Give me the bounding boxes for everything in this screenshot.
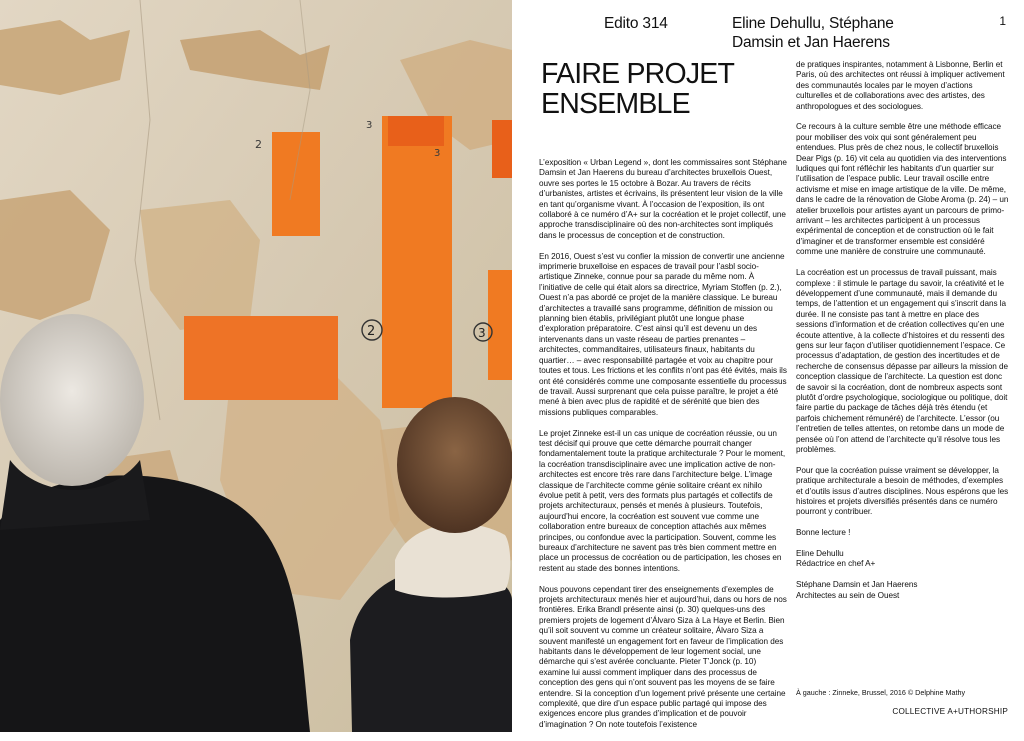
person-brown-hair [397,397,512,533]
photo-caption: À gauche : Zinneke, Brussel, 2016 © Delphine Mathy [796,688,966,697]
person-grey-hair [0,314,144,486]
paragraph: L’exposition « Urban Legend », dont les commissaires sont Stéphane Damsin et Jan Haerens du bureau d’architectes bruxellois Ouest, ouvre ses portes le 15 octobre à Bozar. Au travers de récits d’urbanistes, artistes et écrivains, ils présentent leur vision de la ville en tant qu’organisme vivant. À l’occasion de l’exposition, ils ont collaboré à ce numéro d’A+ sur la cocréation et le projet collectif, une approche transdisciplinaire où des non-architectes sont impliqués dans le processus de conception et de construction. [539,158,787,240]
pencil-mark: 3 [434,148,441,159]
wall-photo [0,0,512,732]
article-column-1 [539,158,787,741]
pencil-mark: 3 [366,120,373,131]
paragraph: La cocréation est un processus de travail puissant, mais complexe : il stimule le partage du savoir, la créativité et le développement d’une communauté, mais il demande du temps, de l’attention et un engagement qui s’inscrit dans la durée. Il ne consiste pas tant à mettre en place des sessions d’information et de création collectives qu’en une écoute attentive, à la collecte d’histoires et du ressenti des gens sur leur façon d’utiliser quotidiennement l’espace. Ce processus d’adaptation, de gestion des incertitudes et de recherche de consensus dépasse par ailleurs la mission de conception classique de l’architecte. La question est donc de savoir si la cocréation, dont de nombreux aspects sont plutôt d’ordre psychologique, sociologique ou politique, doit faire partie du package de tâches déjà très étendu (et parfois chichement rémunéré) de l’architecte. L’essor (ou l’entretien de telles attentes, on retombe dans un mode de pensée où l’on attend de l’architecte qu’il résolve tous les problèmes. [796,268,1008,454]
article-column-2 [796,60,1011,611]
article-page [512,0,1024,732]
paint-swatch [382,116,452,408]
signature-2 [796,580,1011,601]
paragraph: Nous pouvons cependant tirer des enseignements d’exemples de projets architecturaux menés hier et aujourd’hui, dans ou hors de nos frontières. Erika Brandl présente ainsi (p. 30) quelques-uns des premiers projets de logement d’Álvaro Siza à La Haye et Berlin. Bien qu’il soit souvent vu comme un créateur solitaire, Álvaro Siza a souvent manifesté un engagement fort en faveur de l’implication des habitants dans le développement de leur logement social, une démarche qui s’est avérée concluante. Pieter T’Jonck (p. 10) examine lui aussi comment impliquer dans des processus de conception des gens qui n’ont souvent pas les moyens de se faire entendre. Si la conception d’un logement privé présente une certaine complexité, que dire d’un espace public partagé qui impose des exigences encore plus grandes d’implication et de pouvoir d’imagination ? On note toutefois l’existence [539,584,787,729]
signature-name: Stéphane Damsin et Jan Haerens [796,580,918,590]
signature-1 [796,549,1011,570]
paint-swatch [388,116,444,146]
article-title: FAIRE PROJET ENSEMBLE [541,58,734,120]
paint-swatch [488,270,512,380]
paragraph: Le projet Zinneke est-il un cas unique de cocréation réussie, ou un test décisif qui prouve que cette démarche pourrait changer fondamentalement toute la pratique architecturale ? Pour le moment, la cocréation transdisciplinaire avec une implication active de non-architectes est encore très rare dans l’architecture belge. L’image classique de l’architecte comme génie solitaire créant ex nihilo évolue petit à petit, vers des formats plus partagés et collectifs de projets architecturaux, pensés et menés à plusieurs. Toutefois, aujourd’hui encore, la cocréation est souvent vue comme une collaboration entre bureaux de conception attachés aux mêmes principes, ou confondue avec la participation. Souvent, comme les bureaux d’architecture ne savent pas très bien comment mettre en place un processus de cocréation ou de participation, les choses en restent au stade des bonnes intentions. [539,428,786,573]
paragraph: Ce recours à la culture semble être une méthode efficace pour mobiliser des voix qui sont généralement peu entendues. Plus près de chez nous, le collectif bruxellois Dear Pigs (p. 16) vit cela au quotidien via des interventions ludiques qui font réfléchir les habitants d’un quartier sur l’utilisation de l’espace public. Leur travail oscille entre activisme et mise en image artistique de la ville. De même, dans le cadre de la rénovation de Globe Aroma (p. 24) – un atelier bruxellois pour artistes ayant un parcours de primo-arrivant – les architectes participent à un processus expérimental de conception et de construction où le fait d’imaginer et de transformer ensemble est considéré comme une manière de construire une communauté. [796,122,1009,257]
paragraph: Bonne lecture ! [796,528,851,538]
pencil-mark: 3 [478,326,486,340]
paragraph: Pour que la cocréation puisse vraiment se développer, la pratique architecturale a besoin de méthodes, d’exemples et d’outils issus d’autres disciplines. Nous espérons que les histoires et projets diversifiés présentés dans ce numéro pourront y contribuer. [796,465,1009,517]
paint-swatch [184,316,338,400]
edito-label: Edito 314 [604,15,668,32]
pencil-mark: 2 [367,324,376,339]
signature-name: Eline Dehullu [796,549,844,559]
authors-header: Eline Dehullu, Stéphane Damsin et Jan Haerens [732,15,894,51]
paragraph: de pratiques inspirantes, notamment à Lisbonne, Berlin et Paris, où des architectes ont réussi à impliquer activement des communautés locales par le moyen d’actions culturelles et de collaborations avec des artistes, des anthropologues et des sociologues. [796,60,1005,111]
section-footer: COLLECTIVE A+UTHORSHIP [892,707,1008,716]
paint-swatch [272,132,320,236]
wall-photo-illustration [0,0,512,732]
signature-role: Architectes au sein de Ouest [796,590,900,600]
page-number: 1 [999,14,1006,28]
paint-swatch [492,120,512,178]
pencil-mark: 2 [255,138,262,151]
paragraph: En 2016, Ouest s’est vu confier la mission de convertir une ancienne imprimerie bruxelloise en espaces de travail pour l’asbl socio-artistique Zinneke, connue pour sa parade du même nom. À l’initiative de celle qui était alors sa directrice, Myriam Stoffen (p. 2.), Ouest n’a pas abordé ce projet de la manière classique. Le bureau d’architectes a travaillé sans programme, définition de mission ou planning bien établis, privilégiant plutôt une longue phase d’exploration préparatoire. C’est ainsi qu’il est devenu un des intervenants dans un vaste réseau de parties prenantes – architectes, commanditaires, utilisateurs finaux, habitants du quartier… – avec responsabilité partagée et voix au chapitre pour toutes et tous. Les frictions et les conflits n’ont pas été évités, mais ils ont été considérés comme une composante essentielle du processus de travail. Aussi surprenant que cela puisse paraître, le projet a été mené à bien avec plus de rapidité et de sérénité que bien des missions publiques comparables. [539,251,787,417]
signature-role: Rédactrice en chef A+ [796,559,876,569]
